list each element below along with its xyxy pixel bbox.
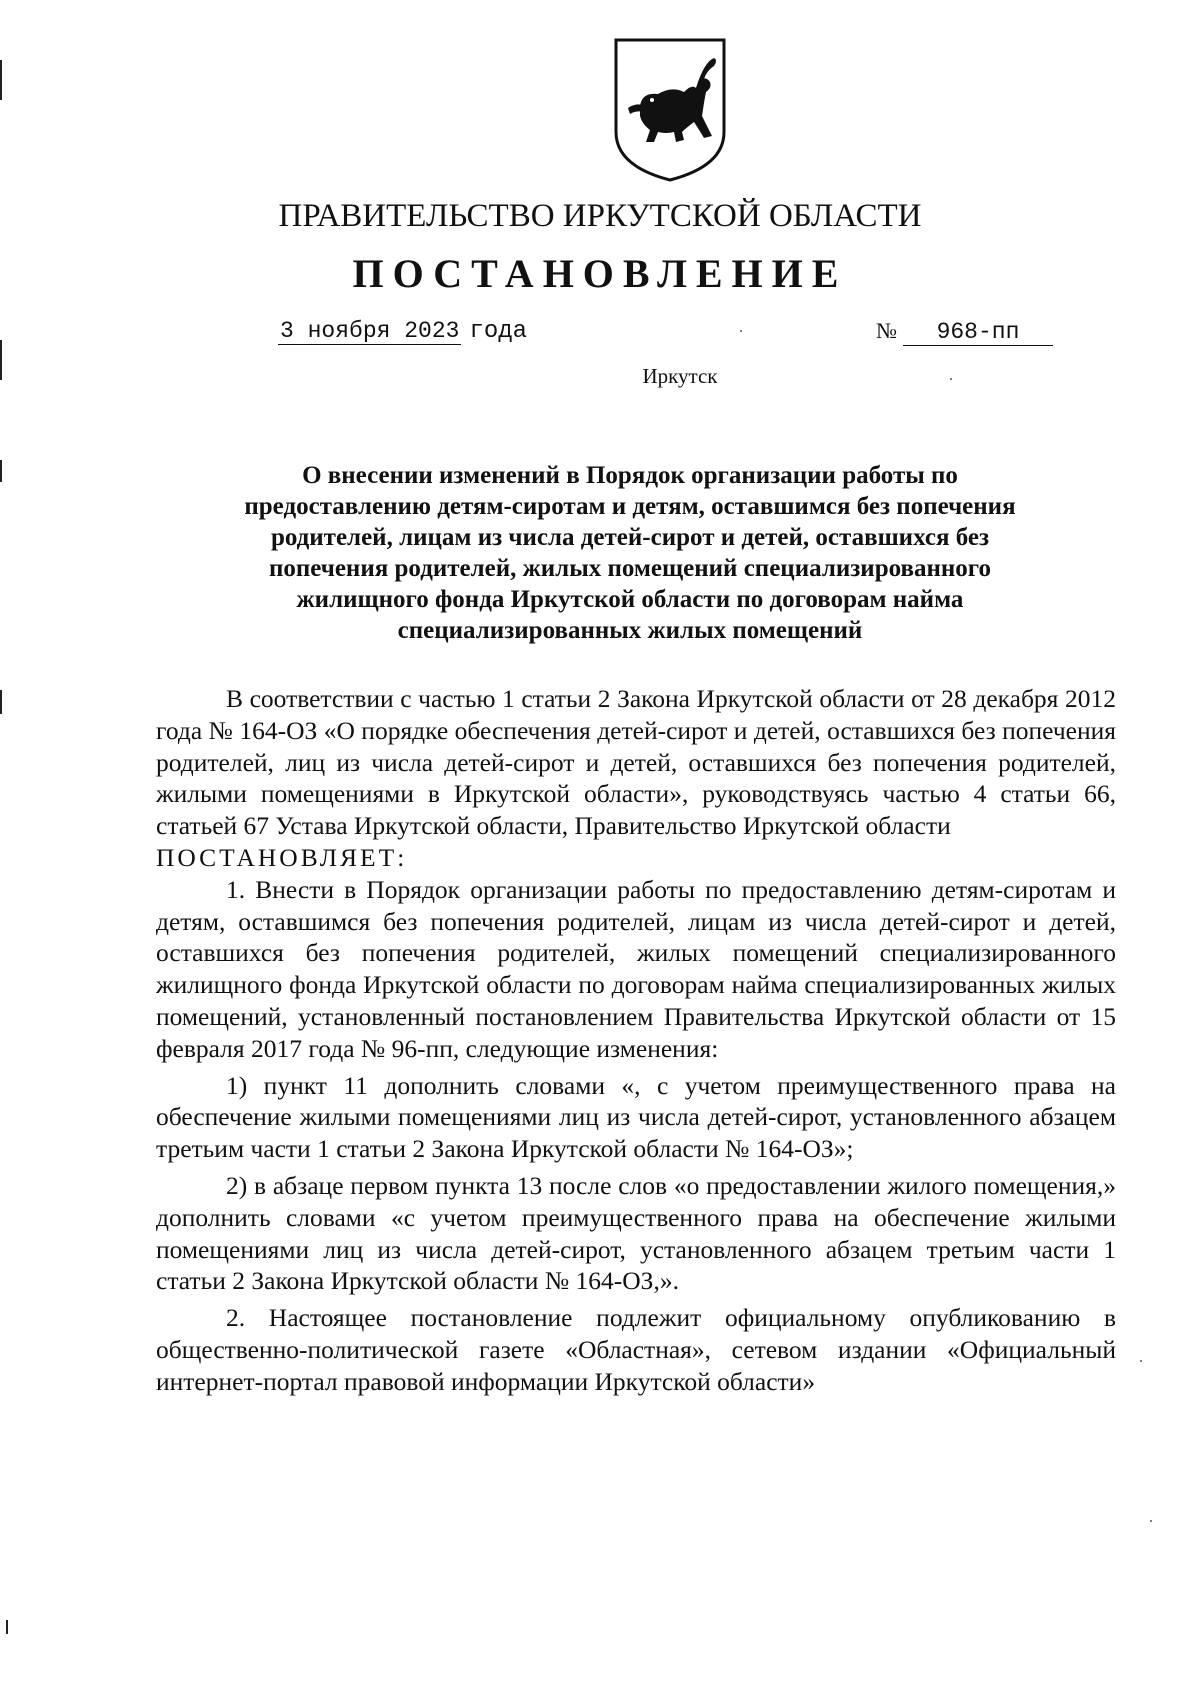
preamble-paragraph: В соответствии с частью 1 статьи 2 Закона Иркутской области от 28 декабря 2012 года № 164-ОЗ «О порядке обеспечения детей-сирот и детей, оставшихся без попечения родителей, лиц из числа детей-сирот и детей, оставшихся без попечения родителей, жилыми помещениями в Иркутской области», руководствуясь частью 4 статьи 66, статьей 67 Устава Иркутской области, Правительство Иркутской области xyxy=(156,684,1116,841)
item-1-paragraph: 1. Внести в Порядок организации работы по предоставлению детям-сиротам и детям, оставшимся без попечения родителей, лицам из числа детей-сирот и детей, оставшихся без попечения родителей, жилых помещений специализированного жилищного фонда Иркутской области по договорам найма специализированных жилых помещений, установленный постановлением Правительства Иркутской области от 15 февраля 2017 года № 96-пп, следующие изменения: xyxy=(156,874,1116,1063)
document-type: ПОСТАНОВЛЕНИЕ xyxy=(352,251,848,296)
scan-speck xyxy=(1140,1360,1142,1362)
scan-mark xyxy=(6,1620,8,1634)
item-1-1-paragraph: 1) пункт 11 дополнить словами «, с учетом преимущественного права на обеспечение жилыми помещениями лиц из числа детей-сирот, установленного абзацем третьим части 1 статьи 2 Закона Иркутской области № 164-ОЗ»; xyxy=(156,1070,1116,1164)
number-sign: № xyxy=(876,318,897,343)
document-body xyxy=(156,683,1116,1398)
scan-speck xyxy=(1150,1520,1152,1522)
scan-speck xyxy=(950,378,952,380)
item-1-2-paragraph: 2) в абзаце первом пункта 13 после слов «о предоставлении жилого помещения,» дополнить словами «с учетом преимущественного права на обеспечение жилыми помещениями лиц из числа детей-сирот, установленного абзацем третьим части 1 статьи 2 Закона Иркутской области № 164-ОЗ,». xyxy=(156,1170,1116,1296)
scan-mark xyxy=(0,690,2,714)
scan-mark xyxy=(0,340,2,380)
resolves-heading: ПОСТАНОВЛЯЕТ: xyxy=(156,842,408,872)
item-2-paragraph: 2. Настоящее постановление подлежит официальному опубликованию в общественно-политической газете «Областная», сетевом издании «Официальный интернет-портал правовой информации Иркутской области» xyxy=(156,1303,1116,1396)
date-value: 3 ноября 2023 xyxy=(280,318,460,344)
document-date xyxy=(278,318,527,345)
document-number xyxy=(876,318,1053,346)
scan-speck xyxy=(740,330,742,332)
coat-of-arms-icon xyxy=(612,36,728,184)
city: Иркутск xyxy=(642,364,718,388)
number-value: 968-пп xyxy=(903,319,1053,346)
organization-name: ПРАВИТЕЛЬСТВО ИРКУТСКОЙ ОБЛАСТИ xyxy=(278,198,922,234)
scan-mark xyxy=(0,460,2,482)
scan-mark xyxy=(0,60,2,100)
document-title: О внесении изменений в Порядок организации работы по предоставлению детям-сиротам и детям, оставшимся без попечения родителей, лицам из числа детей-сирот и детей, оставшихся без попечения родителей, жилых помещений специализированного жилищного фонда Иркутской области по договорам найма специализированных жилых помещений xyxy=(244,462,1016,644)
date-suffix: года xyxy=(469,318,528,345)
